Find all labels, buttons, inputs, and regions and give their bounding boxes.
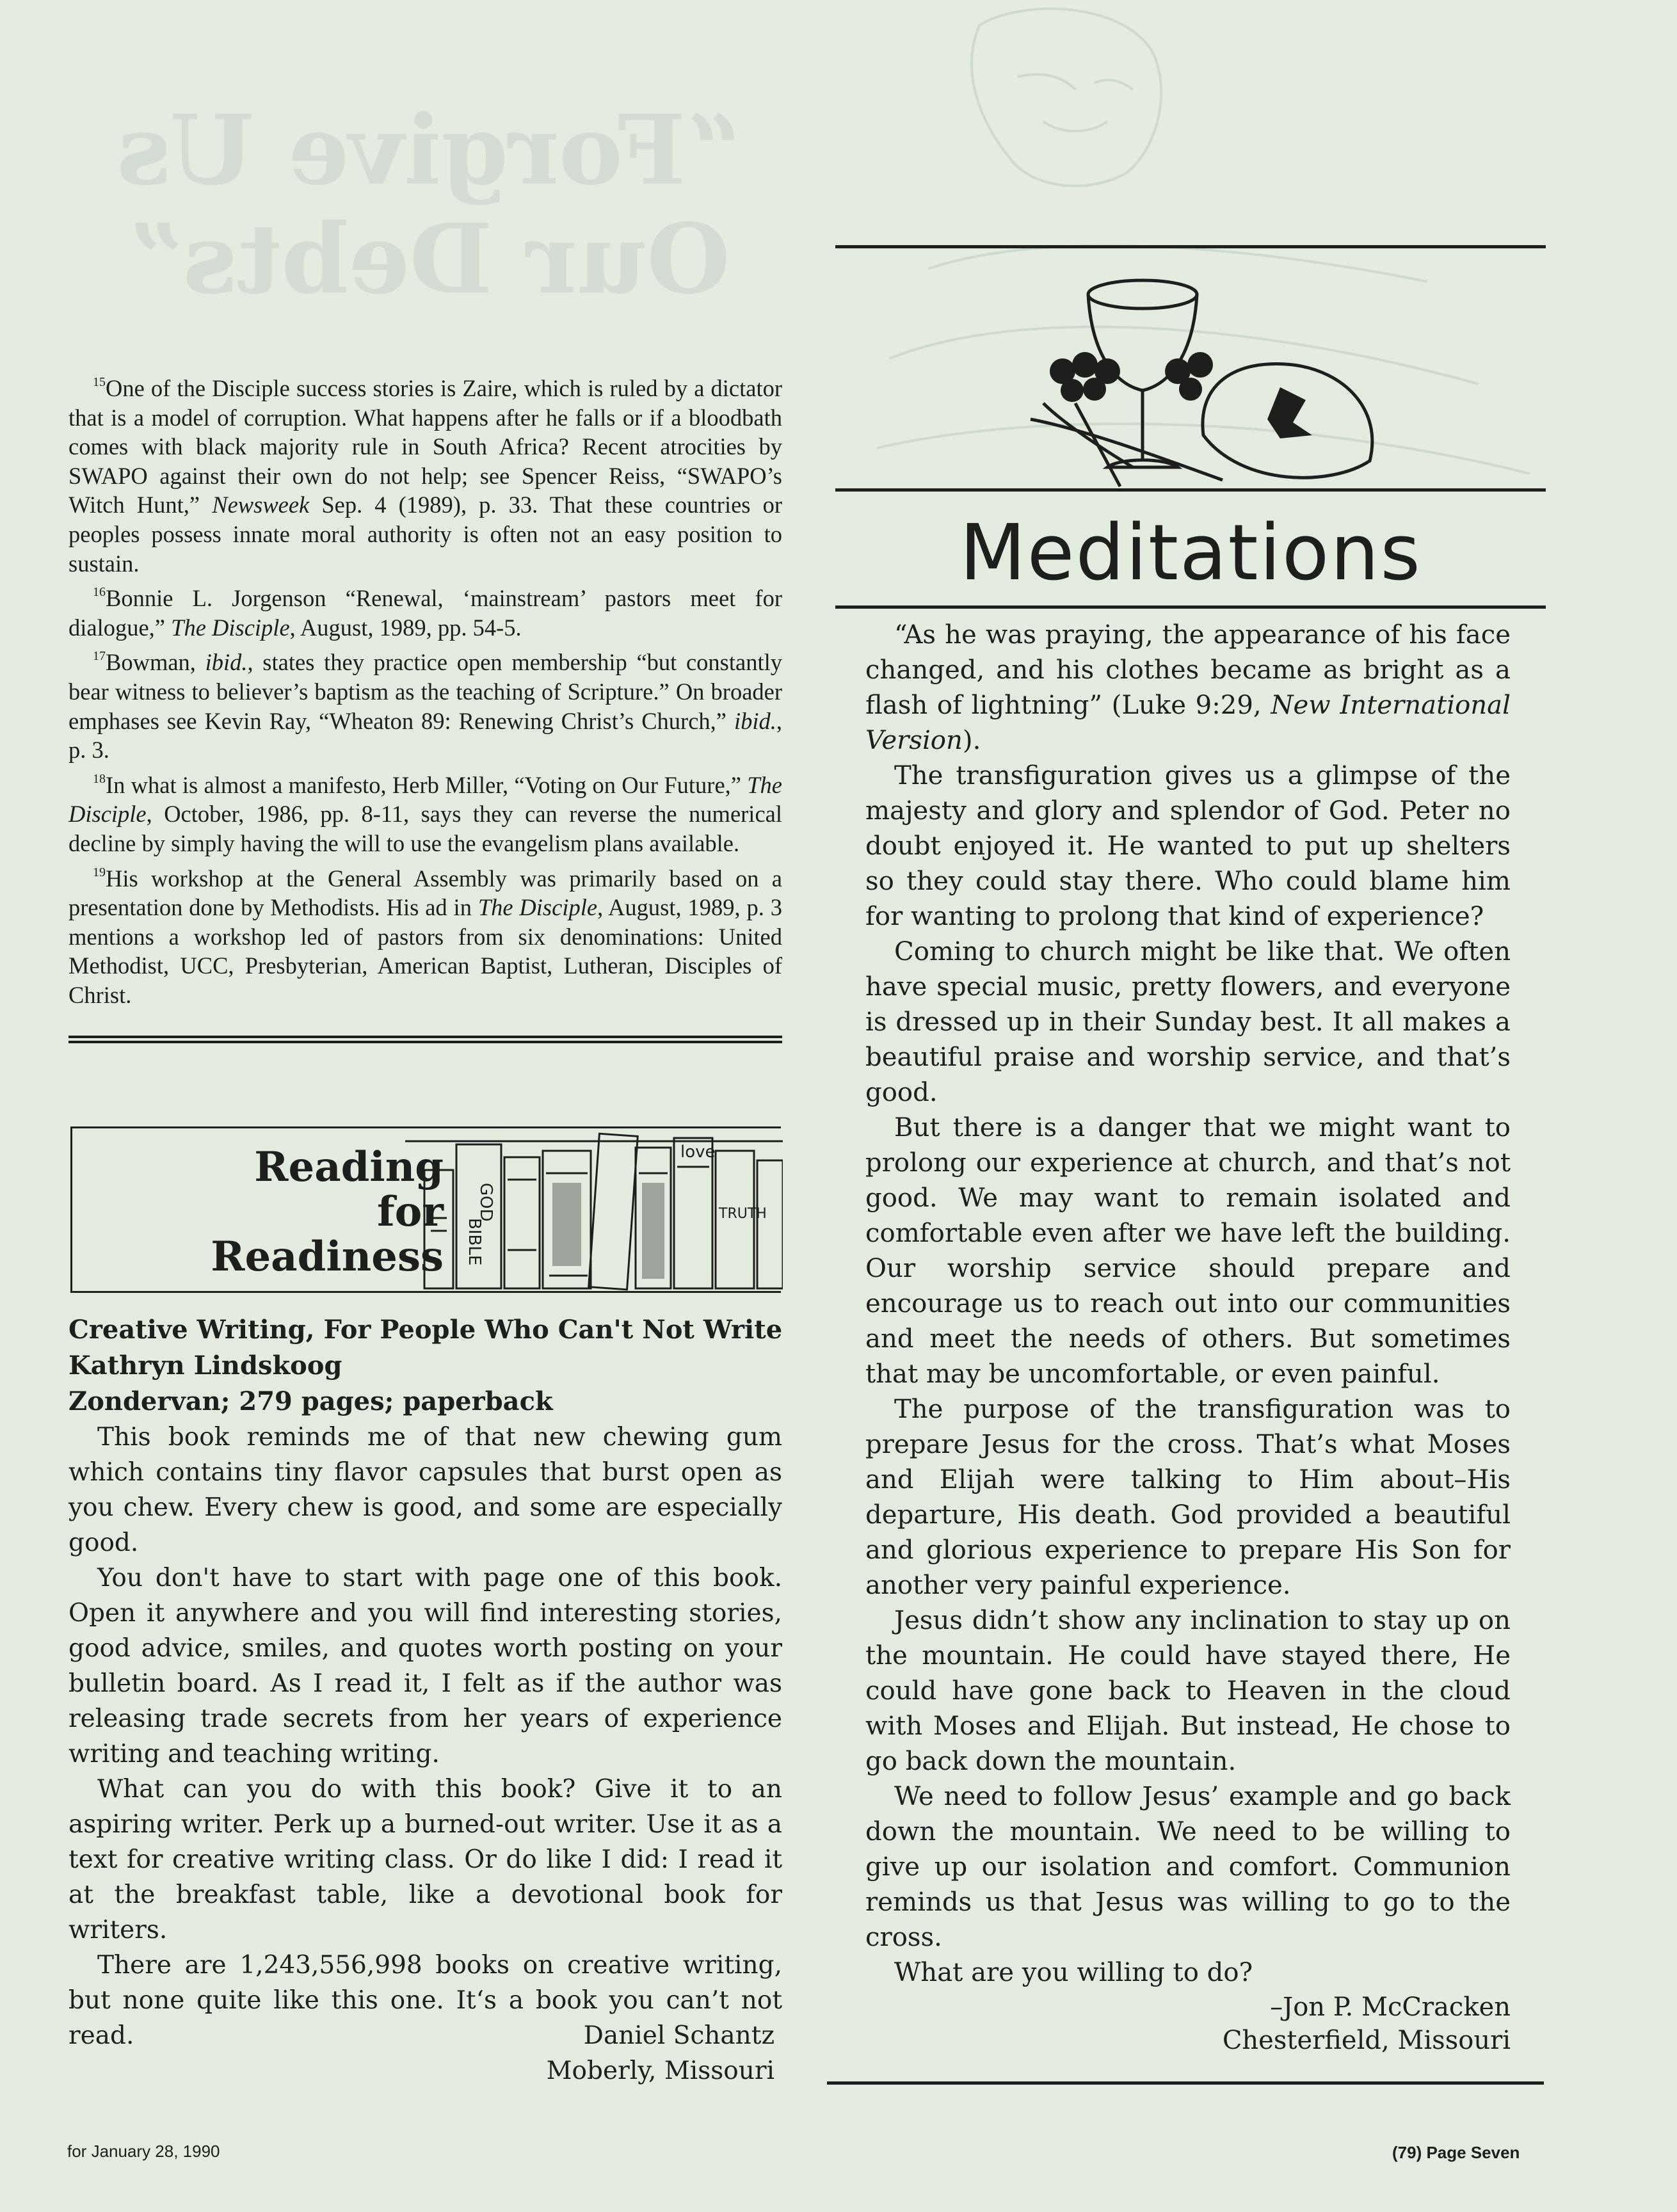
footnote — [68, 765, 782, 858]
meditation-paragraph: The purpose of the transfiguration was to prepare Jesus for the cross. That’s what Moses and Elijah were talking to Him about–His departure, His death. God provided a beautiful and glorious experience to prepare His Son for another very painful experience. — [865, 1395, 1511, 1600]
review-paragraph: What can you do with this book? Give it to an aspiring writer. Perk up a burned-out writer. Use it as a text for creative writing class. Or do like I did: I read it at the breakfast table, like a devotional book for writers. — [68, 1775, 782, 1944]
meditation-paragraph: The transfiguration gives us a glimpse of the majesty and glory and splendor of God. Peter no doubt enjoyed it. He wanted to put up shelters so they could stay there. Who could blame him for wanting to prolong that kind of experience? — [865, 761, 1511, 931]
reviewer-name: Daniel Schantz — [583, 2021, 774, 2050]
meditations-title: Meditations — [959, 509, 1422, 598]
meditation-paragraph: What are you willing to do? — [894, 1958, 1253, 1987]
meditation-scripture-quote — [865, 618, 1511, 758]
review-paragraph: There are 1,243,556,998 books on creative writing, but none quite like this one. It‘s a book you can’t not read. — [68, 1951, 782, 2050]
italic-citation: The Disciple — [68, 771, 782, 828]
footnotes — [68, 368, 782, 1009]
text-run: , states they practice open membership “but constantly bear witness to believer’s baptism as the teaching of Scripture.” On broader emphases see Kevin Ray, “Wheaton 89: Renewing Christ’s Church,” — [68, 649, 782, 734]
review-header — [68, 1312, 782, 1420]
review-paragraph: You don't have to start with page one of this book. Open it anywhere and you will find interesting stories, good advice, smiles, and quotes worth posting on your bulletin board. As I read it, I felt as if the author was releasing trade secrets from her years of experience writing and teaching writing. — [68, 1564, 782, 1768]
footnote-number: 15 — [93, 375, 106, 389]
italic-citation: Newsweek — [212, 492, 310, 518]
italic-citation: New International Version — [865, 691, 1511, 755]
spine-text: GOD — [476, 1183, 495, 1222]
banner-title-line-2: for — [377, 1188, 444, 1236]
footnote-number: 19 — [93, 865, 106, 879]
meditations-top-rule — [835, 245, 1546, 248]
italic-citation: The Disciple — [171, 614, 290, 641]
meditation-paragraph: Coming to church might be like that. We often have special music, pretty flowers, and everyone is dressed up in their Sunday best. It all makes a beautiful praise and worship service, and that’s good. — [865, 937, 1511, 1107]
footnote — [68, 858, 782, 1010]
meditation-body — [865, 618, 1511, 1991]
text-run: ). — [962, 726, 981, 755]
reviewer-place: Moberly, Missouri — [546, 2056, 774, 2085]
banner-title — [111, 1145, 444, 1279]
spine-text: TRUTH — [719, 1206, 767, 1222]
text-run: “As he was praying, the appearance of his face changed, and his clothes became as bright as a flash of lightning” (Luke 9:29, — [865, 620, 1511, 720]
italic-citation: The Disciple — [477, 894, 598, 921]
text-run: , August, 1989, p. 3 mentions a workshop led of pastors from six denominations: United Methodist, UCC, Presbyterian, American Baptist, Lutheran, Disciples of Christ. — [68, 894, 782, 1008]
meditation-paragraph: But there is a danger that we might want to prolong our experience at church, and that’s not good. We may want to remain isolated and comfortable even after we have left the building. Our worship service should prepare and encourage us to reach out into our communities and meet the needs of others. But sometimes that may be uncomfortable, or even painful. — [865, 1113, 1511, 1389]
footnote-number: 18 — [93, 771, 106, 786]
footnote-number: 17 — [93, 649, 106, 664]
footnote-number: 16 — [93, 585, 106, 600]
text-run: Bowman, — [106, 649, 205, 676]
review-book-publisher: Zondervan; 279 pages; paperback — [68, 1386, 553, 1416]
text-run: Sep. 4 (1989), p. 33. That these countries or peoples possess innate moral authority is often not an easy position to sustain. — [68, 492, 782, 577]
text-run: , p. 3. — [68, 707, 782, 764]
issue-date: for January 28, 1990 — [67, 2142, 220, 2161]
banner-title-line-3: Readiness — [211, 1233, 444, 1281]
reviewer-signature — [68, 2018, 782, 2088]
reading-for-readiness-banner — [70, 1126, 781, 1293]
text-run: Bonnie L. Jorgenson “Renewal, ‘mainstream’ pastors meet for dialogue,” — [68, 585, 782, 641]
bookshelf-illustration — [405, 1122, 783, 1295]
meditation-author: –Jon P. McCracken — [1270, 1992, 1511, 2022]
meditation-place: Chesterfield, Missouri — [1222, 2026, 1511, 2055]
footnote — [68, 642, 782, 764]
show-through-heading: “Forgive Us Our Debts” — [116, 94, 741, 316]
text-run: , October, 1986, pp. 8-11, says they can reverse the numerical decline by simply having the will to use the evangelism plans available. — [68, 801, 782, 856]
meditations-bottom-rule — [827, 2081, 1544, 2085]
footnote — [68, 578, 782, 642]
page-number: (79) Page Seven — [1392, 2143, 1520, 2162]
book-review — [68, 1312, 782, 2088]
review-paragraph: This book reminds me of that new chewing gum which contains tiny flavor capsules that burst open as you chew. Every chew is good, and some are especially good. — [68, 1423, 782, 1557]
text-run: In what is almost a manifesto, Herb Miller, “Voting on Our Future,” — [106, 771, 748, 798]
text-run: His workshop at the General Assembly was primarily based on a presentation done by Methodists. His ad in — [68, 865, 782, 921]
meditation-paragraph: Jesus didn’t show any inclination to stay up on the mountain. He could have stayed there, He could have gone back to Heaven in the cloud with Moses and Elijah. But instead, He chose to go back down the mountain. — [865, 1606, 1511, 1776]
meditation-signature — [865, 1991, 1511, 2057]
italic-citation: ibid. — [734, 707, 776, 734]
text-run: , August, 1989, pp. 54-5. — [289, 614, 522, 641]
meditations-title-bottom-rule — [835, 605, 1546, 609]
italic-citation: ibid. — [205, 649, 248, 676]
meditation-article — [865, 618, 1511, 2057]
communion-illustration — [1024, 275, 1383, 512]
review-book-title: Creative Writing, For People Who Can't Not Write — [68, 1315, 783, 1345]
footnote — [68, 368, 782, 578]
meditations-title-top-rule — [835, 488, 1546, 492]
review-body — [68, 1420, 782, 2053]
meditation-paragraph: We need to follow Jesus’ example and go back down the mountain. We need to be willing to give up our isolation and comfort. Communion reminds us that Jesus was willing to go to the cross. — [865, 1782, 1511, 1952]
spine-text: love — [680, 1142, 716, 1162]
review-book-author: Kathryn Lindskoog — [68, 1350, 342, 1381]
banner-title-line-1: Reading — [254, 1143, 444, 1191]
section-divider — [68, 1036, 782, 1043]
spine-text: BIBLE — [465, 1218, 484, 1266]
text-run: One of the Disciple success stories is Zaire, which is ruled by a dictator that is a model of corruption. What happens after he falls or if a bloodbath comes with black majority rule in South Africa? Recent atrocities by SWAPO against their own do not help; see Spencer Reiss, “SWAPO’s Witch Hunt,” — [68, 375, 782, 518]
